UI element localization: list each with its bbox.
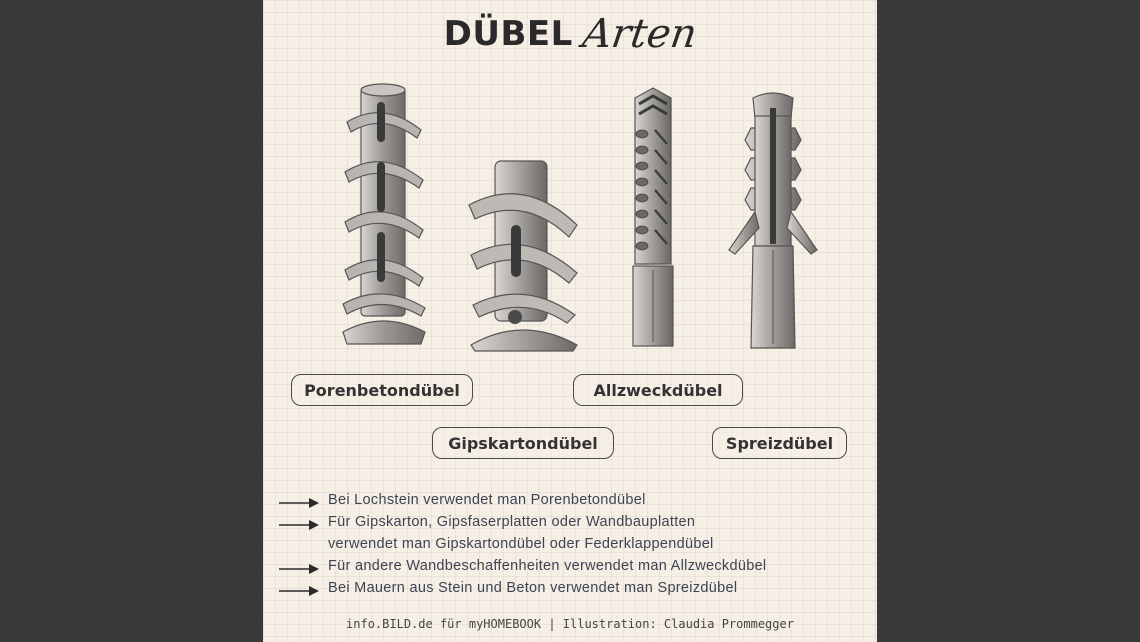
arrow-icon <box>279 496 319 510</box>
allzweck-dowel-illustration <box>625 84 681 350</box>
notes-list <box>279 492 869 602</box>
title-bold: DÜBEL <box>443 14 573 54</box>
arrow-icon <box>279 584 319 598</box>
label-allzweckduebel: Allzweckdübel <box>573 374 743 406</box>
credit-line: info.BILD.de für myHOMEBOOK | Illustration: Claudia Prommegger <box>346 617 794 631</box>
note-text: Für andere Wandbeschaffenheiten verwendet man Allzweckdübel <box>328 558 767 574</box>
label-spreizduebel: Spreizdübel <box>712 427 847 459</box>
porenbeton-dowel-illustration <box>337 82 437 352</box>
note-text: Bei Mauern aus Stein und Beton verwendet man Spreizdübel <box>328 580 738 596</box>
note-text: Für Gipskarton, Gipsfaserplatten oder Wandbauplatten <box>328 514 696 530</box>
title-script: Arten <box>579 11 700 57</box>
infographic-panel <box>263 0 877 642</box>
arrow-icon <box>279 562 319 576</box>
note-item <box>279 492 869 514</box>
gipskarton-dowel-illustration <box>465 155 585 355</box>
note-item <box>279 558 869 580</box>
arrow-icon <box>279 518 319 532</box>
note-text: Bei Lochstein verwendet man Porenbetondübel <box>328 492 646 508</box>
page-title <box>263 6 877 62</box>
note-item <box>279 514 869 536</box>
label-porenbetonduebel: Porenbetondübel <box>291 374 473 406</box>
spreiz-dowel-illustration <box>723 88 823 352</box>
label-gipskartonduebel: Gipskartondübel <box>432 427 614 459</box>
note-continuation: verwendet man Gipskartondübel oder Federklappendübel <box>328 536 714 552</box>
note-item <box>279 580 869 602</box>
